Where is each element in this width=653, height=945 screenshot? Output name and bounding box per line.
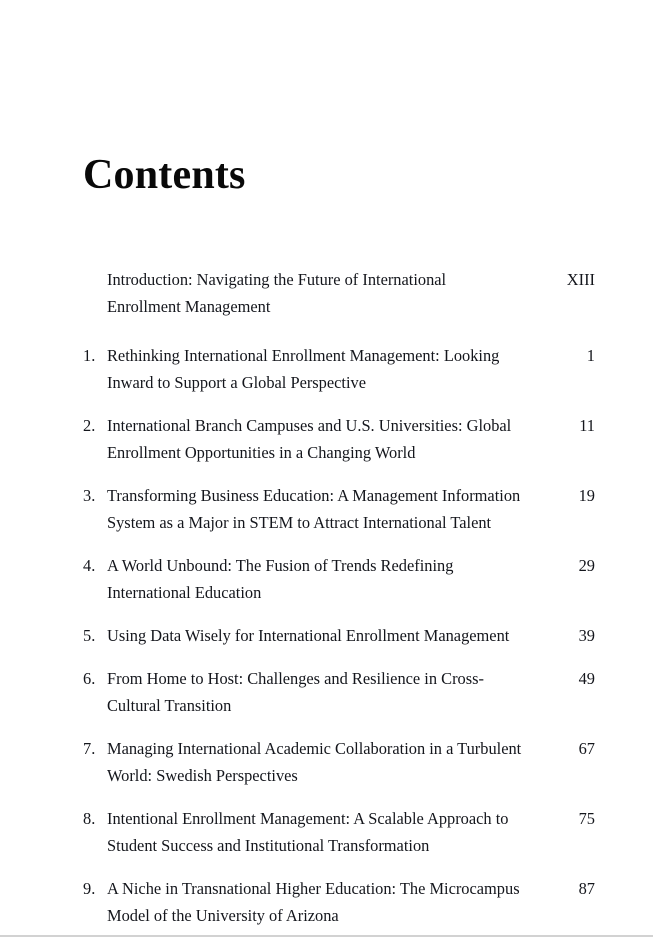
- toc-entry-title: A World Unbound: The Fusion of Trends Redefining International Education: [107, 556, 454, 602]
- toc-entry-6[interactable]: [83, 665, 595, 719]
- toc-entry-title: International Branch Campuses and U.S. Universities: Global Enrollment Opportunities in a Changing World: [107, 416, 512, 462]
- page-title: Contents: [83, 152, 246, 199]
- toc-entry-title: From Home to Host: Challenges and Resilience in Cross-Cultural Transition: [107, 669, 484, 715]
- toc-entry-1[interactable]: [83, 342, 595, 396]
- toc-entry-page-number: 39: [578, 626, 595, 645]
- toc-entry-5[interactable]: [83, 622, 595, 649]
- toc-entry-title: Intentional Enrollment Management: A Scalable Approach to Student Success and Institutional Transformation: [107, 809, 509, 855]
- toc-entry-number: 9.: [83, 879, 96, 898]
- table-of-contents: [83, 266, 595, 945]
- toc-entry-number: 5.: [83, 626, 96, 645]
- toc-entry-title: A Niche in Transnational Higher Education: The Microcampus Model of the University of Arizona: [107, 879, 520, 925]
- toc-entry-2[interactable]: [83, 412, 595, 466]
- toc-entry-title: Transforming Business Education: A Management Information System as a Major in STEM to Attract International Talent: [107, 486, 521, 532]
- toc-entry-page-number: 1: [586, 346, 595, 365]
- toc-entry-number: 1.: [83, 346, 96, 365]
- toc-entry-number: 2.: [83, 416, 96, 435]
- toc-entry-number: 7.: [83, 739, 96, 758]
- toc-entry-introduction[interactable]: [83, 266, 595, 320]
- toc-entry-page-number: 87: [578, 879, 595, 898]
- toc-entry-page-number: 67: [578, 739, 595, 758]
- toc-entry-page-number: 19: [578, 486, 595, 505]
- toc-entry-8[interactable]: [83, 805, 595, 859]
- toc-entry-title: Introduction: Navigating the Future of International Enrollment Management: [107, 270, 447, 316]
- toc-entry-title: Managing International Academic Collaboration in a Turbulent World: Swedish Perspectives: [107, 739, 522, 785]
- toc-entry-page-number: 29: [578, 556, 595, 575]
- toc-entry-title: Using Data Wisely for International Enrollment Management: [107, 626, 510, 645]
- toc-entry-page-number: 75: [578, 809, 595, 828]
- toc-entry-page-number: XIII: [566, 270, 595, 289]
- toc-entry-4[interactable]: [83, 552, 595, 606]
- toc-entry-number: 8.: [83, 809, 96, 828]
- toc-entry-number: 4.: [83, 556, 96, 575]
- toc-entry-page-number: 49: [578, 669, 595, 688]
- toc-entry-3[interactable]: [83, 482, 595, 536]
- toc-entry-number: 6.: [83, 669, 96, 688]
- toc-entry-number: 3.: [83, 486, 96, 505]
- toc-entry-page-number: 11: [579, 416, 595, 435]
- toc-entry-title: Rethinking International Enrollment Management: Looking Inward to Support a Global Perspective: [107, 346, 500, 392]
- toc-entry-9[interactable]: [83, 875, 595, 929]
- toc-entry-7[interactable]: [83, 735, 595, 789]
